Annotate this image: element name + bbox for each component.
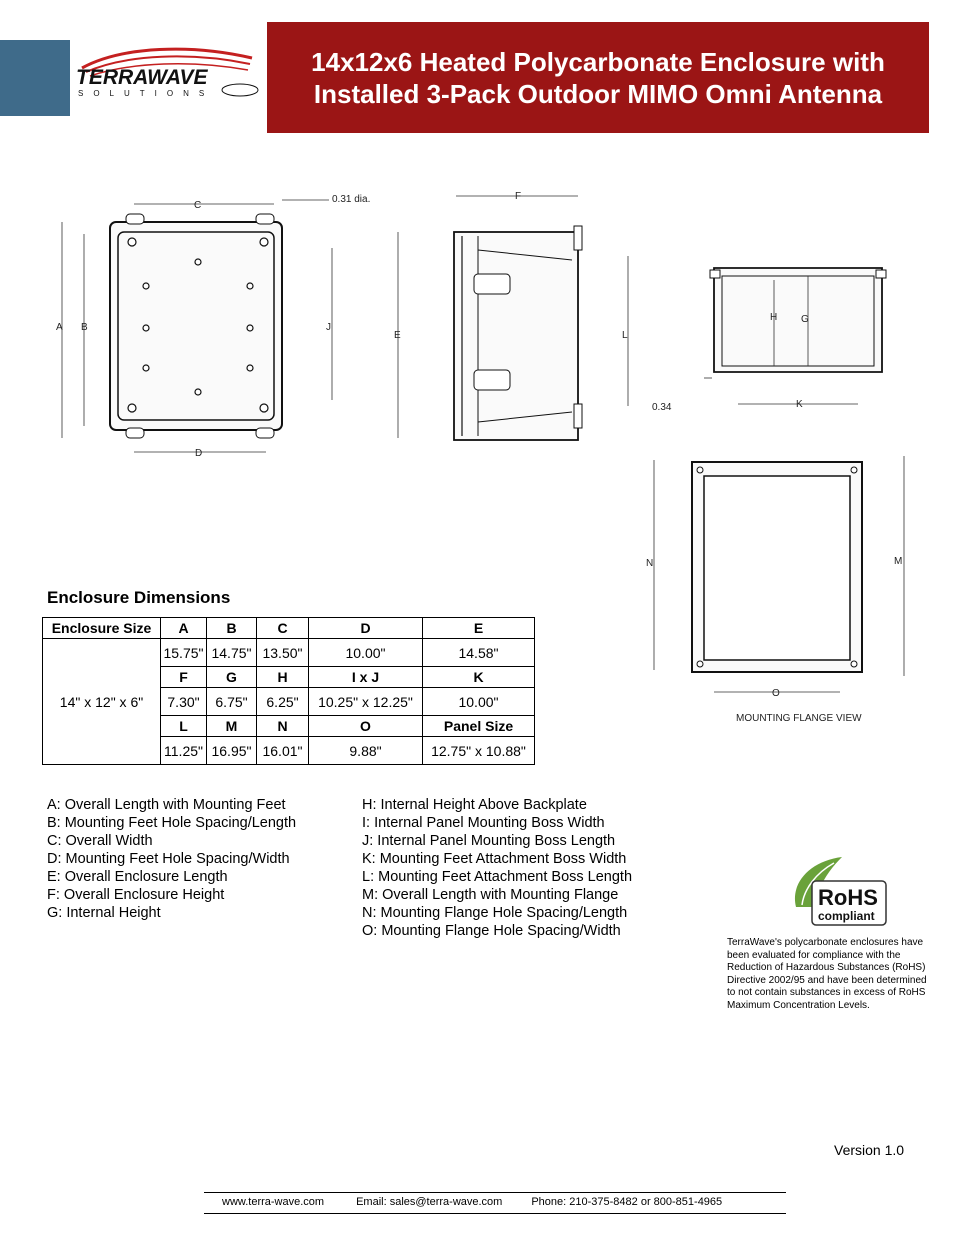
legend-left	[47, 796, 296, 922]
table-header-cell: B	[207, 618, 257, 639]
footer-top-rule	[204, 1192, 786, 1193]
table-header-cell: O	[309, 716, 423, 737]
dim-label-k: K	[796, 399, 803, 410]
table-value-cell: 11.25"	[161, 737, 207, 765]
legend-item: A: Overall Length with Mounting Feet	[47, 797, 286, 813]
legend-item: O: Mounting Flange Hole Spacing/Width	[362, 923, 621, 939]
dim-label-a: A	[56, 322, 63, 333]
legend-item: G: Internal Height	[47, 905, 161, 921]
dimensions-heading: Enclosure Dimensions	[47, 588, 231, 607]
dim-label-h: H	[770, 312, 778, 323]
table-value-cell: 7.30"	[161, 688, 207, 716]
table-value-cell: 12.75" x 10.88"	[423, 737, 535, 765]
table-value-cell: 10.25" x 12.25"	[309, 688, 423, 716]
dim-label-m: M	[894, 556, 903, 567]
dim-label-n: N	[646, 558, 654, 569]
table-header-cell: M	[207, 716, 257, 737]
table-value-cell: 15.75"	[161, 639, 207, 667]
footer	[204, 1196, 786, 1208]
end-view-drawing	[648, 256, 888, 414]
legend-item: F: Overall Enclosure Height	[47, 887, 225, 903]
dim-label-c: C	[194, 200, 202, 211]
footer-email[interactable]: Email: sales@terra-wave.com	[356, 1196, 503, 1208]
table-value-cell: 6.25"	[257, 688, 309, 716]
legend-item: N: Mounting Flange Hole Spacing/Length	[362, 905, 628, 921]
dim-label-g: G	[801, 314, 809, 325]
table-header-cell: I x J	[309, 667, 423, 688]
table-header-cell: A	[161, 618, 207, 639]
legend-item: M: Overall Length with Mounting Flange	[362, 887, 619, 903]
legend-item: E: Overall Enclosure Length	[47, 869, 228, 885]
dim-label-o: O	[772, 688, 780, 699]
table-header-cell: E	[423, 618, 535, 639]
logo-word: TERRAWAVE	[76, 66, 208, 89]
terrawave-logo	[72, 46, 264, 104]
dim-label-b: B	[81, 322, 88, 333]
table-header-cell: H	[257, 667, 309, 688]
legend-item: L: Mounting Feet Attachment Boss Length	[362, 869, 633, 885]
table-value-cell: 10.00"	[423, 688, 535, 716]
rohs-statement: TerraWave's polycarbonate enclosures have been evaluated for compliance with the Reduction of Hazardous Substances (RoHS) Directive 2002/95 and have been determined to not contain substances in excess of RoHS Maximum Concentration Levels.	[727, 937, 927, 1011]
title-line-2: Installed 3-Pack Outdoor MIMO Omni Antenna	[313, 78, 883, 109]
title-line-1: 14x12x6 Heated Polycarbonate Enclosure with	[311, 46, 885, 77]
side-view-drawing	[388, 186, 636, 454]
legend-item: K: Mounting Feet Attachment Boss Width	[362, 851, 627, 867]
table-header-cell: G	[207, 667, 257, 688]
dim-label-j: J	[326, 322, 331, 333]
table-header-cell: K	[423, 667, 535, 688]
dimensions-table	[42, 617, 535, 765]
table-value-cell: 9.88"	[309, 737, 423, 765]
legend-item: I: Internal Panel Mounting Boss Width	[362, 815, 605, 831]
dim-label-e: E	[394, 330, 401, 341]
table-header-cell: Panel Size	[423, 716, 535, 737]
table-value-cell: 6.75"	[207, 688, 257, 716]
table-header-cell: L	[161, 716, 207, 737]
table-header-cell: C	[257, 618, 309, 639]
dim-label-d: D	[195, 448, 203, 459]
dim-label-offset: 0.34	[652, 402, 672, 413]
table-value-cell: 14.75"	[207, 639, 257, 667]
rohs-logo-main: RoHS	[818, 885, 878, 910]
flange-view-drawing	[646, 448, 912, 726]
legend-item: H: Internal Height Above Backplate	[362, 797, 587, 813]
rohs-logo-sub: compliant	[818, 909, 875, 923]
logo-sub: SOLUTIONS	[78, 89, 215, 98]
table-header-cell: D	[309, 618, 423, 639]
dim-label-l: L	[622, 330, 628, 341]
table-value-cell: 16.95"	[207, 737, 257, 765]
flange-caption: MOUNTING FLANGE VIEW	[736, 713, 862, 724]
table-value-cell: 13.50"	[257, 639, 309, 667]
rohs-compliant-logo	[788, 855, 888, 927]
version-label: Version 1.0	[834, 1142, 905, 1158]
front-view-drawing	[44, 186, 384, 462]
legend-item: C: Overall Width	[47, 833, 153, 849]
table-header-cell: N	[257, 716, 309, 737]
legend-item: J: Internal Panel Mounting Boss Length	[362, 833, 616, 849]
table-value-cell: 10.00"	[309, 639, 423, 667]
legend-right	[362, 796, 632, 940]
dim-label-dia: 0.31 dia.	[332, 194, 371, 205]
dim-label-f: F	[515, 191, 522, 202]
legend-item: D: Mounting Feet Hole Spacing/Width	[47, 851, 290, 867]
footer-phone: Phone: 210-375-8482 or 800-851-4965	[531, 1196, 723, 1208]
size-header: Enclosure Size	[43, 618, 161, 639]
title-banner	[267, 22, 929, 133]
table-header-cell: F	[161, 667, 207, 688]
table-value-cell: 14.58"	[423, 639, 535, 667]
footer-bottom-rule	[204, 1213, 786, 1214]
size-value: 14" x 12" x 6"	[43, 639, 161, 765]
footer-website[interactable]: www.terra-wave.com	[222, 1196, 325, 1208]
table-value-cell: 16.01"	[257, 737, 309, 765]
legend-item: B: Mounting Feet Hole Spacing/Length	[47, 815, 297, 831]
side-accent-bar	[0, 40, 70, 116]
